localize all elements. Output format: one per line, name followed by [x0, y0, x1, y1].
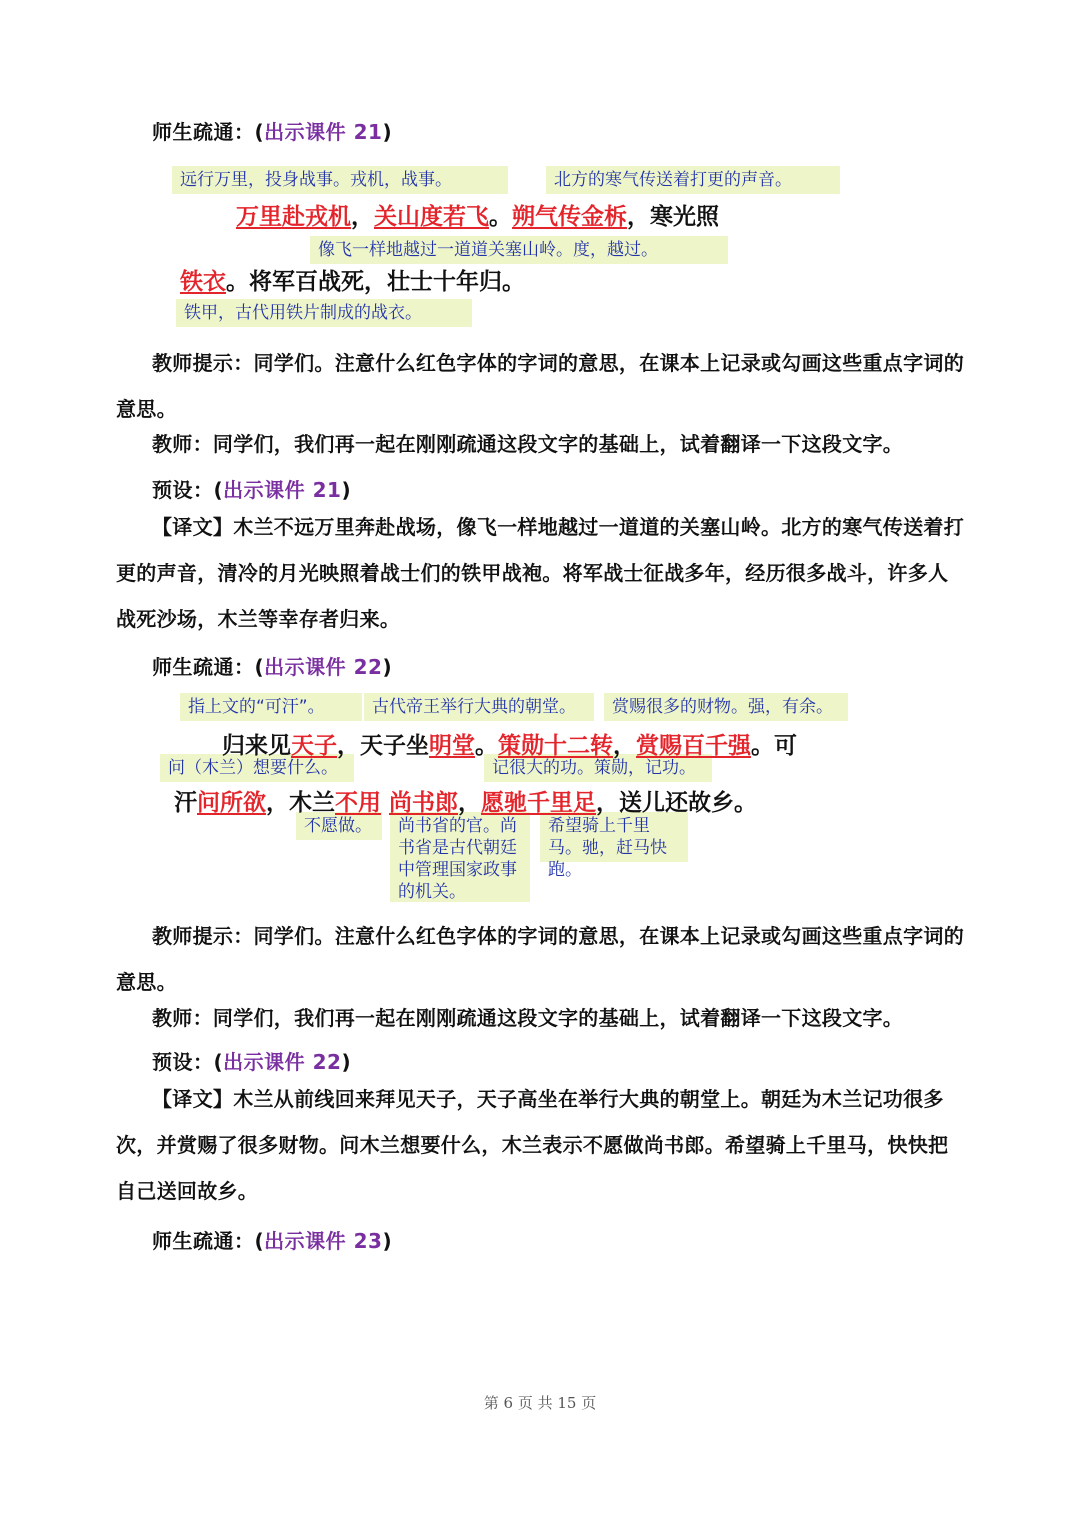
section3-heading: 师生疏通：(出示课件 23) [152, 1229, 393, 1253]
annotation-note: 记很大的功。策勋，记功。 [484, 754, 712, 782]
key-phrase: 关山度若飞 [374, 203, 489, 230]
poem-line [174, 784, 757, 817]
courseware-link[interactable]: 出示课件 23 [264, 1229, 383, 1253]
key-phrase: 赏赐百千强 [636, 732, 751, 759]
poem-text: 。 [475, 732, 498, 759]
poem-text: ， [613, 732, 636, 759]
key-phrase: 万里赴戎机 [236, 203, 351, 230]
preset-line: 预设：(出示课件 22) [152, 1050, 352, 1074]
poem-text: ， [351, 203, 374, 230]
poem-text: 。可 [751, 732, 797, 759]
key-phrase: 尚书郎 [389, 789, 459, 816]
courseware-link[interactable]: 出示课件 21 [223, 478, 342, 502]
poem-text: 归来见 [222, 732, 291, 759]
poem-text: ，天子坐 [337, 732, 429, 759]
poem-text: ，送儿还故乡。 [596, 789, 758, 816]
page-footer: 第 6 页 共 15 页 [483, 1394, 597, 1412]
preset-line: 预设：(出示课件 21) [152, 478, 352, 502]
courseware-link[interactable]: 出示课件 21 [264, 120, 383, 144]
key-phrase: 天子 [291, 732, 337, 759]
translation: 【译文】木兰从前线回来拜见天子，天子高坐在举行大典的朝堂上。朝廷为木兰记功很多次，并赏赐了很多财物。问木兰想要什么，木兰表示不愿做尚书郎。希望骑上千里马，快快把自己送回故乡。 [116, 1087, 949, 1203]
annotation-note: 希望骑上千里马。驰，赶马快跑。 [540, 812, 688, 862]
key-phrase: 策勋十二转 [498, 732, 613, 759]
key-phrase: 不用 [335, 789, 381, 816]
annotation-note: 铁甲，古代用铁片制成的战衣。 [176, 299, 472, 327]
key-phrase: 愿驰千里足 [481, 789, 597, 816]
poem-line [180, 263, 525, 296]
poem-text: ， [458, 789, 482, 816]
poem-text: 汗 [174, 789, 197, 816]
poem-text [381, 789, 389, 816]
annotation-note: 远行万里，投身战事。戎机，战事。 [172, 166, 508, 194]
poem-line [222, 727, 797, 760]
key-phrase: 问所欲 [197, 789, 266, 816]
annotation-note: 北方的寒气传送着打更的声音。 [546, 166, 840, 194]
teacher-tip: 教师提示：同学们。注意什么红色字体的字词的意思，在课本上记录或勾画这些重点字词的意思。 [116, 924, 964, 994]
section2-heading: 师生疏通：(出示课件 22) [152, 655, 393, 679]
annotation-note: 古代帝王举行大典的朝堂。 [364, 693, 594, 721]
annotation-note: 赏赐很多的财物。强，有余。 [604, 693, 848, 721]
poem-text: 。将军百战死，壮士十年归。 [226, 268, 525, 295]
teacher-instruction: 教师：同学们，我们再一起在刚刚疏通这段文字的基础上，试着翻译一下这段文字。 [152, 432, 904, 456]
poem-text: ，寒光照 [627, 203, 719, 230]
annotation-note: 问（木兰）想要什么。 [160, 754, 354, 782]
teacher-instruction: 教师：同学们，我们再一起在刚刚疏通这段文字的基础上，试着翻译一下这段文字。 [152, 1006, 904, 1030]
poem-text: 。 [489, 203, 512, 230]
key-phrase: 铁衣 [180, 268, 226, 295]
annotation-note: 指上文的“可汗”。 [180, 693, 362, 721]
teacher-tip: 教师提示：同学们。注意什么红色字体的字词的意思，在课本上记录或勾画这些重点字词的意思。 [116, 351, 964, 421]
poem-text: ，木兰 [266, 789, 335, 816]
annotation-note: 像飞一样地越过一道道关塞山岭。度，越过。 [310, 236, 728, 264]
courseware-link[interactable]: 出示课件 22 [264, 655, 383, 679]
key-phrase: 朔气传金柝 [512, 203, 627, 230]
courseware-link[interactable]: 出示课件 22 [223, 1050, 342, 1074]
poem-line [236, 198, 719, 231]
annotation-note: 尚书省的官。尚书省是古代朝廷中管理国家政事的机关。 [390, 812, 530, 902]
annotation-note: 不愿做。 [296, 812, 382, 840]
section1-heading: 师生疏通：(出示课件 21) [152, 120, 393, 144]
translation: 【译文】木兰不远万里奔赴战场，像飞一样地越过一道道的关塞山岭。北方的寒气传送着打更的声音，清冷的月光映照着战士们的铁甲战袍。将军战士征战多年，经历很多战斗，许多人战死沙场，木兰等幸存者归来。 [116, 515, 964, 631]
key-phrase: 明堂 [429, 732, 475, 759]
